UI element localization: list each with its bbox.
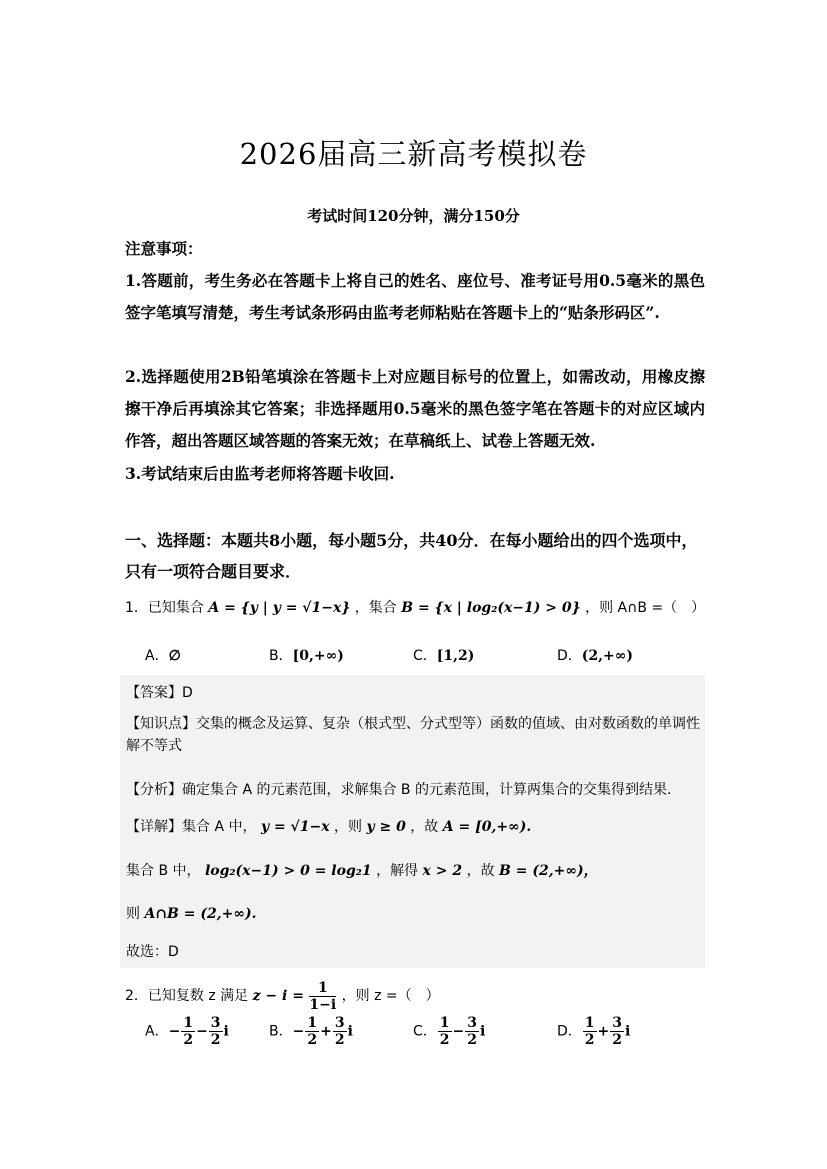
frac-den: 2 — [307, 1032, 318, 1048]
q2-option-c[interactable] — [413, 1015, 485, 1048]
q2-option-a[interactable] — [145, 1015, 229, 1048]
frac-den: 2 — [467, 1032, 478, 1048]
detail-expr: y = √1−x — [260, 819, 330, 835]
option-label: A． — [145, 648, 169, 664]
option-value: [0,+∞) — [292, 648, 344, 664]
frac-num: 3 — [467, 1015, 478, 1031]
exam-subtitle: 考试时间120分钟，满分150分 — [307, 207, 520, 225]
option-label: D． — [557, 648, 582, 664]
q1-knowledge: 【知识点】交集的概念及运算、复杂（根式型、分式型等）函数的值域、由对数函数的单调性解不等式 — [126, 716, 700, 754]
frac-num: 1 — [309, 980, 336, 997]
notice-item-2: 2.选择题使用2B铅笔填涂在答题卡上对应题目标号的位置上，如需改动，用橡皮擦擦干净后再填涂其它答案；非选择题用0.5毫米的黑色签字笔在答题卡的对应区域内作答，超出答题区域答题的答案无效；在草稿纸上、试卷上答题无效. — [125, 367, 705, 450]
option-frac — [333, 1015, 347, 1048]
option-sign: + — [320, 1023, 332, 1040]
option-unit: i — [480, 1023, 486, 1040]
notice-item-1: 1.答题前，考生务必在答题卡上将自己的姓名、座位号、准考证号用0.5毫米的黑色签字笔填写清楚，考生考试条形码由监考老师粘贴在答题卡上的“贴条形码区”. — [125, 271, 705, 322]
detail-text: ，则 — [334, 819, 363, 835]
q2-option-d[interactable] — [557, 1015, 630, 1048]
frac-num: 1 — [307, 1015, 318, 1031]
option-unit: i — [223, 1023, 229, 1040]
option-label: B． — [269, 1023, 293, 1040]
detail-text: ，故 — [410, 819, 439, 835]
option-label: A． — [145, 1023, 169, 1040]
q1-option-c[interactable] — [413, 645, 474, 665]
option-value: [1,2) — [436, 648, 475, 664]
frac-den: 2 — [183, 1032, 194, 1048]
q1-mid: ，集合 — [354, 600, 397, 616]
option-unit: i — [625, 1023, 631, 1040]
q1-choose: 故选：D — [126, 944, 179, 960]
detail-label: 【详解】集合 A 中， — [126, 819, 257, 835]
frac-num: 1 — [183, 1015, 194, 1031]
q1-option-a[interactable] — [145, 645, 181, 665]
option-frac — [438, 1015, 452, 1048]
q2-option-b[interactable] — [269, 1015, 353, 1048]
detail-expr: A = [0,+∞). — [442, 819, 532, 835]
detail-expr: B = (2,+∞)， — [499, 863, 598, 879]
option-label: C． — [413, 1023, 437, 1040]
frac-den: 1−i — [309, 996, 337, 1013]
option-label: C． — [413, 648, 437, 664]
frac-num: 1 — [584, 1015, 595, 1031]
detail-text: 则 — [126, 906, 140, 922]
option-frac — [305, 1015, 319, 1048]
detail-expr: x > 2 — [422, 863, 463, 879]
option-sign: − — [168, 1023, 181, 1040]
q1-prefix: 1．已知集合 — [125, 600, 204, 616]
option-frac — [583, 1015, 597, 1048]
frac-den: 2 — [334, 1032, 345, 1048]
q1-analysis: 【分析】确定集合 A 的元素范围，求解集合 B 的元素范围，计算两集合的交集得到结果. — [126, 782, 672, 798]
q1-set-b: B = {x | log₂(x−1) > 0} — [401, 600, 581, 616]
detail-expr: log₂(x−1) > 0 = log₂1 — [204, 863, 372, 879]
frac-den: 2 — [439, 1032, 450, 1048]
detail-expr: A∩B = (2,+∞). — [144, 906, 257, 922]
option-frac — [610, 1015, 624, 1048]
frac-num: 1 — [439, 1015, 450, 1031]
detail-text: ，解得 — [376, 863, 419, 879]
detail-text: 集合 B 中， — [126, 863, 201, 879]
q1-detail-1 — [126, 816, 704, 838]
notice-item-3: 3.考试结束后由监考老师将答题卡收回. — [125, 464, 395, 483]
option-value: ∅ — [168, 648, 181, 664]
frac-den: 2 — [612, 1032, 623, 1048]
option-frac — [209, 1015, 223, 1048]
option-frac — [181, 1015, 195, 1048]
option-value: (2,+∞) — [581, 648, 634, 664]
frac-num: 3 — [210, 1015, 221, 1031]
option-frac — [465, 1015, 479, 1048]
q1-option-b[interactable] — [269, 645, 344, 665]
q1-suffix: ，则 A∩B =（ ） — [585, 600, 706, 616]
q1-detail-2 — [126, 860, 704, 882]
q1-answer: 【答案】D — [126, 685, 193, 701]
option-label: B． — [269, 648, 293, 664]
frac-num: 3 — [334, 1015, 345, 1031]
q2-fraction — [309, 980, 336, 1013]
question-2-stem — [125, 978, 705, 1014]
option-sign: − — [196, 1023, 208, 1040]
option-sign: − — [292, 1023, 305, 1040]
frac-den: 2 — [584, 1032, 595, 1048]
frac-den: 2 — [210, 1032, 221, 1048]
q2-suffix: ，则 z =（ ） — [341, 988, 440, 1004]
section-1-heading: 一、选择题：本题共8小题，每小题5分，共40分．在每小题给出的四个选项中，只有一项符合题目要求． — [125, 531, 698, 581]
q2-prefix: 2．已知复数 z 满足 — [125, 988, 249, 1004]
notice-heading: 注意事项： — [125, 239, 203, 258]
exam-title: 2026届高三新高考模拟卷 — [239, 137, 588, 171]
option-sign: − — [452, 1023, 465, 1040]
q1-detail-3 — [126, 903, 704, 925]
option-sign: + — [597, 1023, 610, 1040]
q2-eq-left: z − i = — [252, 988, 304, 1004]
q1-option-d[interactable] — [557, 645, 633, 665]
option-label: D． — [557, 1023, 582, 1040]
option-unit: i — [347, 1023, 353, 1040]
question-1-stem — [125, 598, 705, 618]
frac-num: 3 — [612, 1015, 623, 1031]
detail-text: ，故 — [466, 863, 495, 879]
q1-set-a: A = {y | y = √1−x} — [208, 600, 351, 616]
detail-expr: y ≥ 0 — [366, 819, 406, 835]
